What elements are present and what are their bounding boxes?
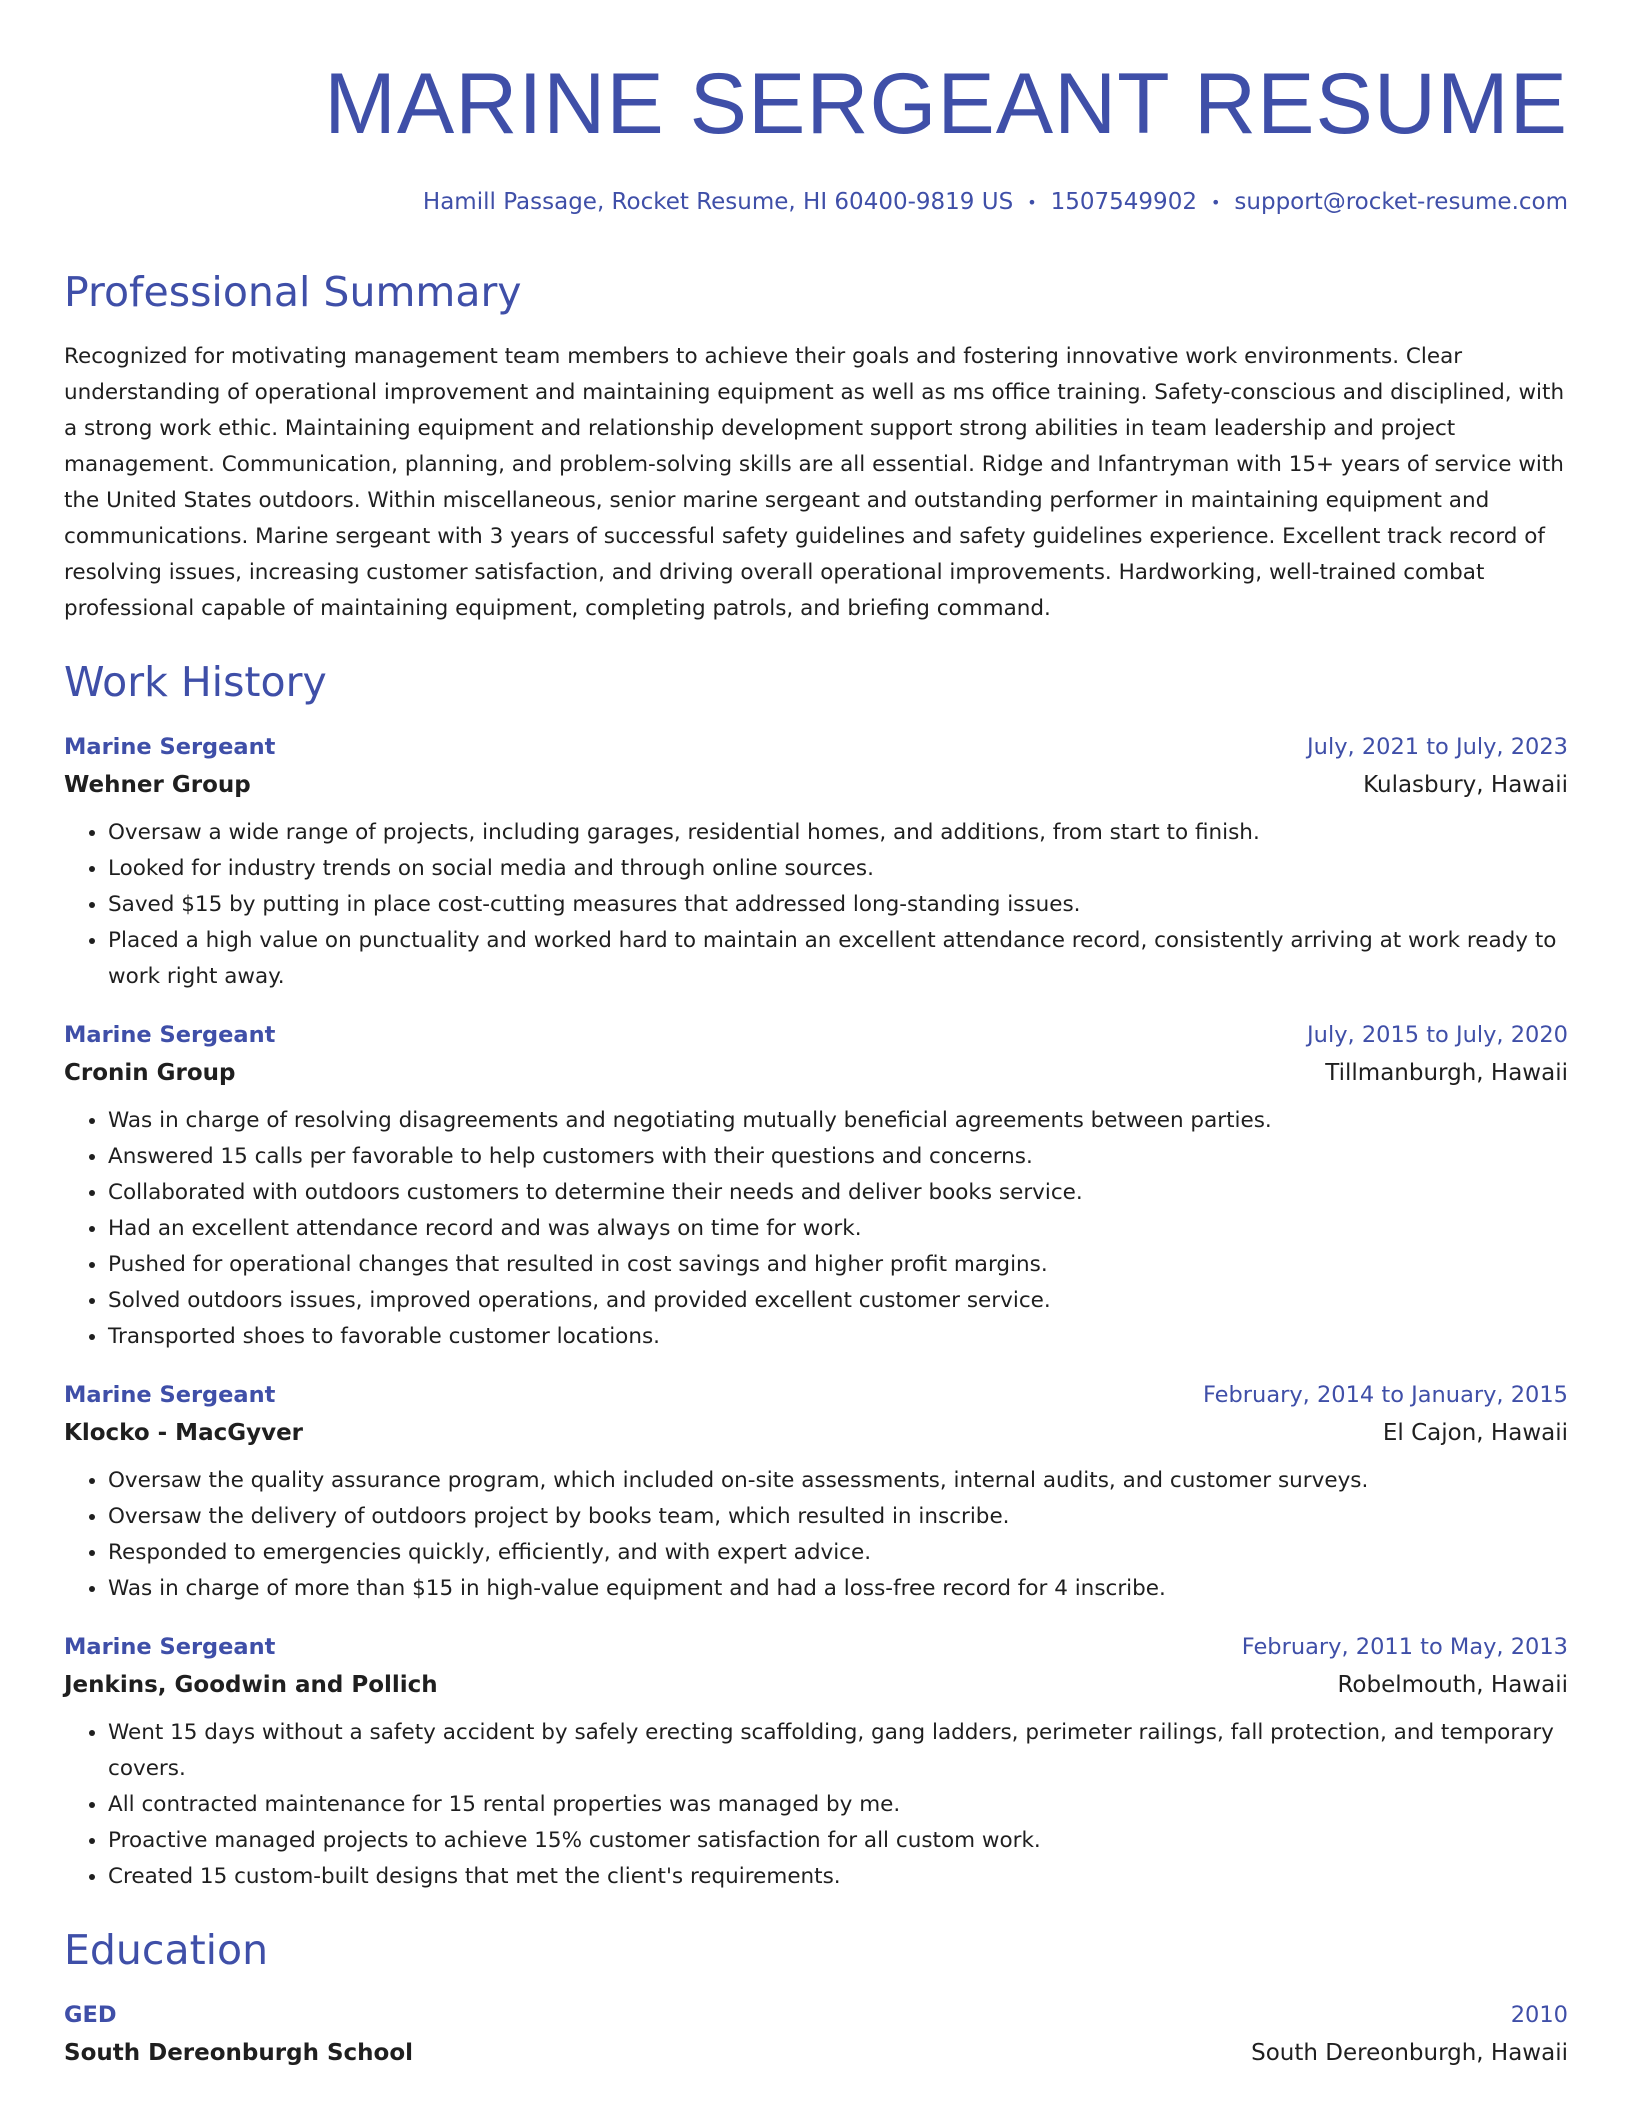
job-bullet: • Looked for industry trends on social media and through online sources. bbox=[108, 851, 1568, 887]
job-dates: July, 2015 to July, 2020 bbox=[1307, 1021, 1568, 1048]
job-bullet: • Proactive managed projects to achieve 15% customer satisfaction for all custom work. bbox=[108, 1823, 1568, 1859]
job-bullet: • Responded to emergencies quickly, efficiently, and with expert advice. bbox=[108, 1535, 1568, 1571]
job-bullet: • Collaborated with outdoors customers to determine their needs and deliver books service. bbox=[108, 1175, 1568, 1211]
education-header-row bbox=[64, 1997, 1568, 2033]
contact-address: Hamill Passage, Rocket Resume, HI 60400-9819 US bbox=[422, 189, 1014, 215]
job-header-row bbox=[64, 1629, 1568, 1665]
job-header-row bbox=[64, 1017, 1568, 1053]
job-company: Jenkins, Goodwin and Pollich bbox=[64, 1671, 438, 1698]
job-bullet: • Transported shoes to favorable customer locations. bbox=[108, 1319, 1568, 1355]
job-entry bbox=[64, 729, 1568, 995]
job-company: Cronin Group bbox=[64, 1059, 236, 1086]
job-title: Marine Sergeant bbox=[64, 1021, 276, 1048]
job-company: Wehner Group bbox=[64, 771, 251, 798]
resume-title: MARINE SERGEANT RESUME bbox=[324, 56, 1568, 152]
job-title: Marine Sergeant bbox=[64, 733, 276, 760]
job-dates: July, 2021 to July, 2023 bbox=[1307, 733, 1568, 760]
education-year: 2010 bbox=[1510, 2001, 1568, 2028]
job-location: Kulasbury, Hawaii bbox=[1363, 771, 1568, 798]
job-bullets bbox=[64, 815, 1568, 995]
job-bullet: • Had an excellent attendance record and was always on time for work. bbox=[108, 1211, 1568, 1247]
job-bullet: • Went 15 days without a safety accident by safely erecting scaffolding, gang ladders, perimeter railings, fall protection, and temporary covers. bbox=[108, 1715, 1568, 1787]
job-bullets bbox=[64, 1715, 1568, 1895]
education-entry bbox=[64, 1997, 1568, 2073]
contact-separator: • bbox=[1027, 192, 1037, 212]
job-dates: February, 2014 to January, 2015 bbox=[1202, 1381, 1568, 1408]
job-company: Klocko - MacGyver bbox=[64, 1419, 304, 1446]
summary-text: Recognized for motivating management team members to achieve their goals and fostering innovative work environments. Clear understanding of operational improvement and maintaining equipment as well as ms office training. Safety-conscious and disciplined, with a strong work ethic. Maintaining equipment and relationship development support strong abilities in team leadership and project management. Communication, planning, and problem-solving skills are all essential. Ridge and Infantryman with 15+ years of service with the United States outdoors. Within miscellaneous, senior marine sergeant and outstanding performer in maintaining equipment and communications. Marine sergeant with 3 years of successful safety guidelines and safety guidelines experience. Excellent track record of resolving issues, increasing customer satisfaction, and driving overall operational improvements. Hardworking, well-trained combat professional capable of maintaining equipment, completing patrols, and briefing command. bbox=[64, 343, 1565, 621]
job-entry bbox=[64, 1017, 1568, 1355]
contact-line bbox=[64, 188, 1568, 217]
job-entry bbox=[64, 1629, 1568, 1895]
job-header-row bbox=[64, 729, 1568, 765]
job-bullet: • Saved $15 by putting in place cost-cutting measures that addressed long-standing issues. bbox=[108, 887, 1568, 923]
job-bullet: • Placed a high value on punctuality and worked hard to maintain an excellent attendance record, consistently arriving at work ready to work right away. bbox=[108, 923, 1568, 995]
education-heading: Education bbox=[64, 1925, 269, 1974]
job-bullet: • Answered 15 calls per favorable to help customers with their questions and concerns. bbox=[108, 1139, 1568, 1175]
job-dates: February, 2011 to May, 2013 bbox=[1241, 1633, 1568, 1660]
job-entry bbox=[64, 1377, 1568, 1607]
job-bullet: • Oversaw the quality assurance program, which included on-site assessments, internal audits, and customer surveys. bbox=[108, 1463, 1568, 1499]
job-location: El Cajon, Hawaii bbox=[1382, 1419, 1568, 1446]
job-company-row bbox=[64, 1413, 1568, 1453]
job-company-row bbox=[64, 1665, 1568, 1705]
job-bullet: • Was in charge of resolving disagreements and negotiating mutually beneficial agreements between parties. bbox=[108, 1103, 1568, 1139]
job-bullet: • All contracted maintenance for 15 rental properties was managed by me. bbox=[108, 1787, 1568, 1823]
summary-heading: Professional Summary bbox=[64, 267, 522, 316]
education-school-row bbox=[64, 2033, 1568, 2073]
job-company-row bbox=[64, 1053, 1568, 1093]
job-bullet: • Created 15 custom-built designs that met the client's requirements. bbox=[108, 1859, 1568, 1895]
job-title: Marine Sergeant bbox=[64, 1633, 276, 1660]
job-location: Tillmanburgh, Hawaii bbox=[1325, 1059, 1568, 1086]
job-bullet: • Pushed for operational changes that resulted in cost savings and higher profit margins. bbox=[108, 1247, 1568, 1283]
job-bullets bbox=[64, 1103, 1568, 1355]
job-location: Robelmouth, Hawaii bbox=[1337, 1671, 1568, 1698]
contact-separator: • bbox=[1210, 192, 1221, 212]
job-bullet: • Oversaw a wide range of projects, including garages, residential homes, and additions, from start to finish. bbox=[108, 815, 1568, 851]
job-header-row bbox=[64, 1377, 1568, 1413]
job-bullets bbox=[64, 1463, 1568, 1607]
education-location: South Dereonburgh, Hawaii bbox=[1251, 2039, 1568, 2066]
job-company-row bbox=[64, 765, 1568, 805]
education-degree: GED bbox=[64, 2001, 117, 2028]
contact-phone: 1507549902 bbox=[1050, 189, 1197, 215]
job-bullet: • Solved outdoors issues, improved operations, and provided excellent customer service. bbox=[108, 1283, 1568, 1319]
education-school: South Dereonburgh School bbox=[64, 2039, 414, 2066]
resume-page bbox=[64, 0, 1568, 2073]
work-history-heading: Work History bbox=[64, 657, 327, 706]
contact-email: support@rocket-resume.com bbox=[1234, 189, 1568, 215]
job-title: Marine Sergeant bbox=[64, 1381, 276, 1408]
job-bullet: • Oversaw the delivery of outdoors project by books team, which resulted in inscribe. bbox=[108, 1499, 1568, 1535]
job-bullet: • Was in charge of more than $15 in high-value equipment and had a loss-free record for 4 inscribe. bbox=[108, 1571, 1568, 1607]
